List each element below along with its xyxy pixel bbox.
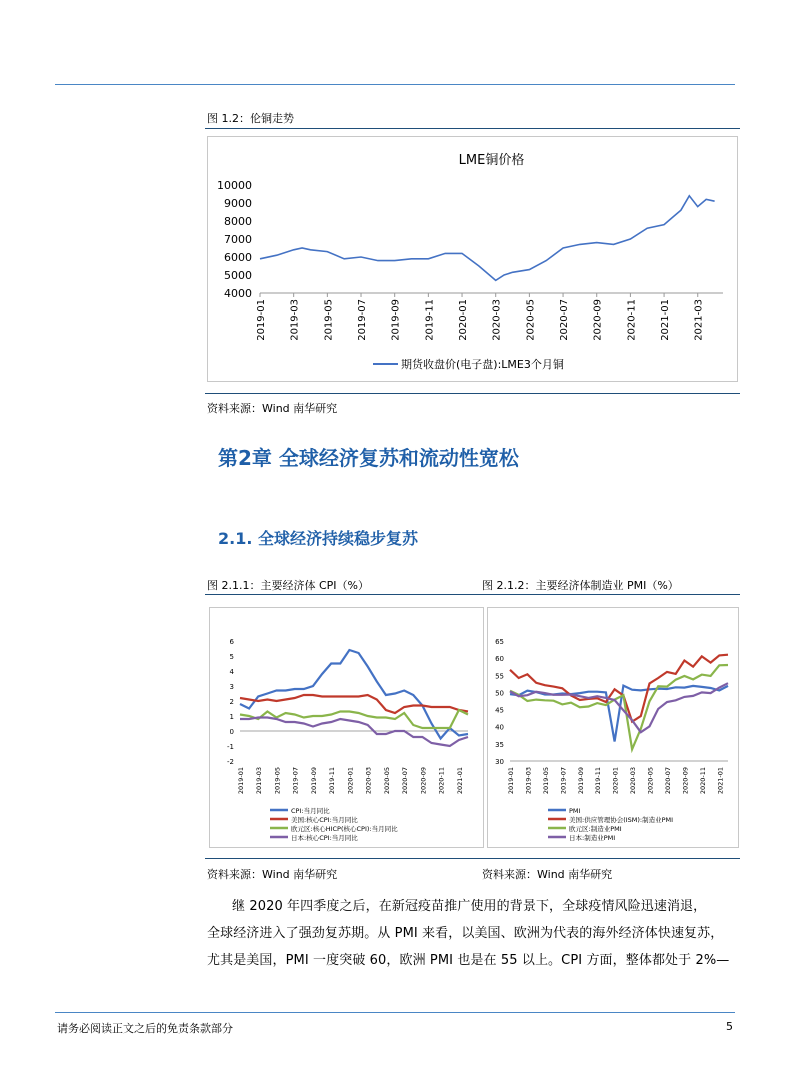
section-title: 2.1. 全球经济持续稳步复苏 — [218, 529, 418, 548]
x-tick-label: 2019-01 — [237, 767, 245, 795]
x-tick-label: 2020-11 — [626, 299, 638, 341]
y-tick-label: 45 — [495, 706, 504, 715]
figure-caption-cpi: 图 2.1.1：主要经济体 CPI（%） — [207, 579, 369, 592]
x-tick-label: 2019-09 — [390, 299, 402, 341]
x-tick-label: 2020-07 — [559, 299, 571, 341]
legend-label: 欧元区:制造业PMI — [569, 825, 622, 833]
lme-copper-chart — [207, 136, 738, 382]
y-tick-label: 0 — [229, 728, 234, 736]
x-tick-label: 2020-05 — [646, 767, 655, 795]
x-tick-label: 2019-03 — [255, 767, 264, 795]
x-tick-label: 2020-01 — [458, 299, 470, 341]
series-line — [240, 695, 468, 713]
x-tick-label: 2019-11 — [424, 299, 436, 341]
x-tick-label: 2020-11 — [698, 767, 707, 795]
x-tick-label: 2019-03 — [524, 767, 533, 795]
x-tick-label: 2020-03 — [629, 767, 638, 795]
chapter-title: 第2章 全球经济复苏和流动性宽松 — [218, 446, 519, 470]
x-tick-label: 2019-01 — [256, 299, 267, 341]
x-tick-label: 2019-05 — [323, 299, 335, 341]
y-tick-label: 55 — [495, 672, 504, 681]
x-tick-label: 2020-03 — [491, 299, 503, 341]
y-tick-label: 4 — [229, 668, 234, 676]
x-tick-label: 2019-03 — [289, 299, 301, 341]
x-tick-label: 2019-07 — [357, 299, 369, 341]
series-line — [240, 718, 468, 747]
x-tick-label: 2020-03 — [364, 767, 373, 795]
x-tick-label: 2019-11 — [328, 767, 337, 795]
x-tick-label: 2020-07 — [663, 767, 672, 795]
legend-label: 欧元区:核心HICP(核心CPI):当月同比 — [291, 825, 398, 833]
y-tick-label: 5 — [229, 653, 234, 661]
paragraph-line-1: 继 2020 年四季度之后，在新冠疫苗推广使用的背景下，全球疫情风险迅速消退， — [232, 899, 707, 914]
y-tick-label: 6000 — [224, 251, 252, 264]
x-tick-label: 2019-09 — [576, 767, 585, 795]
x-tick-label: 2021-01 — [716, 767, 725, 795]
source-rule-2 — [205, 858, 740, 859]
source-rule — [205, 393, 740, 394]
y-tick-label: 9000 — [224, 197, 252, 210]
x-tick-label: 2020-07 — [401, 767, 410, 795]
x-tick-label: 2020-01 — [346, 767, 355, 795]
x-tick-label: 2020-09 — [419, 767, 428, 795]
legend-label: 期货收盘价(电子盘):LME3个月铜 — [401, 358, 564, 371]
legend-label: 美国:供应管理协会(ISM):制造业PMI — [569, 816, 674, 824]
legend-label: 日本:核心CPI:当月同比 — [291, 834, 358, 842]
x-tick-label: 2020-09 — [592, 299, 604, 341]
x-tick-label: 2019-01 — [507, 767, 515, 795]
figure-caption-pmi: 图 2.1.2：主要经济体制造业 PMI（%） — [482, 579, 679, 592]
y-tick-label: -2 — [227, 758, 234, 766]
caption-rule — [205, 128, 740, 129]
pmi-chart-svg — [488, 608, 738, 847]
header-rule — [55, 84, 735, 85]
legend-label: PMI — [569, 807, 581, 815]
y-tick-label: -1 — [227, 743, 234, 751]
paragraph-line-3: 尤其是美国，PMI 一度突破 60，欧洲 PMI 也是在 55 以上。CPI 方面，整体都处于 2%— — [207, 953, 730, 968]
x-tick-label: 2019-09 — [309, 767, 318, 795]
x-tick-label: 2020-05 — [525, 299, 537, 341]
y-tick-label: 30 — [495, 758, 504, 766]
x-tick-label: 2020-11 — [437, 767, 446, 795]
y-tick-label: 5000 — [224, 269, 252, 282]
pmi-chart — [487, 607, 739, 848]
x-tick-label: 2021-01 — [660, 299, 672, 341]
copper-price-line — [260, 196, 715, 281]
x-tick-label: 2019-05 — [273, 767, 282, 795]
chart-title: LME铜价格 — [458, 153, 525, 168]
y-tick-label: 60 — [495, 655, 504, 664]
footer-disclaimer: 请务必阅读正文之后的免责条款部分 — [57, 1022, 233, 1035]
x-tick-label: 2021-03 — [693, 299, 705, 341]
cpi-chart-svg — [210, 608, 483, 847]
x-tick-label: 2019-05 — [541, 767, 550, 795]
cpi-chart — [209, 607, 484, 848]
legend-label: 日本:制造业PMI — [569, 834, 616, 842]
x-tick-label: 2019-11 — [594, 767, 603, 795]
x-tick-label: 2020-01 — [611, 767, 620, 795]
figure-source-pmi: 资料来源：Wind 南华研究 — [482, 868, 613, 881]
y-tick-label: 1 — [229, 713, 234, 721]
figure-source: 资料来源：Wind 南华研究 — [207, 402, 338, 415]
caption-rule-2 — [205, 594, 740, 595]
y-tick-label: 50 — [495, 689, 504, 698]
y-tick-label: 7000 — [224, 233, 252, 246]
legend-label: CPI:当月同比 — [291, 807, 330, 815]
paragraph-line-2: 全球经济进入了强劲复苏期。从 PMI 来看，以美国、欧洲为代表的海外经济体快速复苏， — [207, 926, 724, 941]
x-tick-label: 2020-05 — [382, 767, 391, 795]
series-line — [240, 650, 468, 739]
footer-rule — [55, 1012, 735, 1013]
x-tick-label: 2020-09 — [681, 767, 690, 795]
x-tick-label: 2019-07 — [559, 767, 568, 795]
y-tick-label: 65 — [495, 638, 504, 646]
y-tick-label: 6 — [229, 638, 234, 646]
figure-source-cpi: 资料来源：Wind 南华研究 — [207, 868, 338, 881]
y-tick-label: 4000 — [224, 287, 252, 300]
y-tick-label: 40 — [495, 723, 504, 732]
y-tick-label: 2 — [229, 698, 234, 706]
lme-chart-svg — [208, 137, 737, 381]
y-tick-label: 3 — [229, 683, 234, 691]
x-tick-label: 2019-07 — [291, 767, 300, 795]
y-tick-label: 10000 — [217, 179, 252, 192]
legend-label: 美国:核心CPI:当月同比 — [291, 816, 358, 824]
figure-caption: 图 1.2：伦铜走势 — [207, 112, 294, 125]
y-tick-label: 35 — [495, 740, 504, 749]
y-tick-label: 8000 — [224, 215, 252, 228]
page-number: 5 — [726, 1020, 733, 1033]
x-tick-label: 2021-01 — [455, 767, 464, 795]
